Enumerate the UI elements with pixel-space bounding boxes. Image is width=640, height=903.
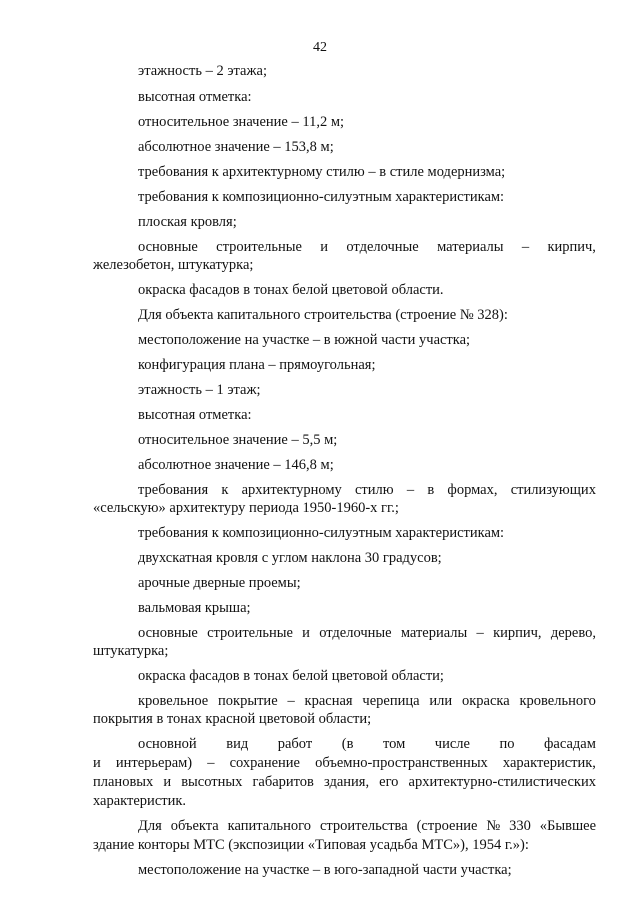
word: строительные: [216, 239, 302, 255]
word: –: [476, 625, 484, 641]
word: габаритов: [252, 774, 314, 790]
word: строительные: [207, 625, 293, 641]
word: объемно-пространственных: [315, 755, 488, 771]
word: дерево,: [550, 625, 596, 641]
word: сохранение: [229, 755, 300, 771]
page-number: 42: [313, 40, 327, 55]
text-line: окраска фасадов в тонах белой цветовой области.: [138, 282, 444, 298]
text-line: требования к архитектурному стилю – в стиле модернизма;: [138, 164, 506, 180]
text-line: относительное значение – 5,5 м;: [138, 432, 338, 448]
word: и: [320, 239, 329, 255]
word: архитектурно-стилистических: [408, 774, 596, 790]
text-line-justified: [138, 735, 596, 753]
text-line: штукатурка;: [93, 643, 169, 659]
text-line: арочные дверные проемы;: [138, 575, 301, 591]
text-line-justified: [138, 238, 596, 256]
text-line: плоская кровля;: [138, 214, 237, 230]
text-line: здание конторы МТС (экспозиции «Типовая усадьба МТС»), 1954 г.»):: [93, 837, 529, 853]
text-line: местоположение на участке – в юго-западной части участка;: [138, 862, 512, 878]
word: кровельное: [138, 693, 209, 709]
word: (строение: [416, 818, 478, 834]
text-line: требования к композиционно-силуэтным характеристикам:: [138, 189, 505, 205]
word: интерьерам): [115, 755, 193, 771]
word: формах,: [447, 482, 498, 498]
word: том: [382, 736, 406, 752]
text-line: абсолютное значение – 153,8 м;: [138, 139, 334, 155]
text-line: требования к композиционно-силуэтным характеристикам:: [138, 525, 505, 541]
word: капитального: [227, 818, 312, 834]
text-line: «сельскую» архитектуру периода 1950-1960-х гг.;: [93, 500, 399, 516]
text-line: относительное значение – 11,2 м;: [138, 114, 345, 130]
word: красная: [304, 693, 353, 709]
word: и: [163, 774, 172, 790]
word: высотных: [181, 774, 243, 790]
text-line: высотная отметка:: [138, 407, 252, 423]
word: стилизующих: [510, 482, 596, 498]
text-line: покрытия в тонах красной цветовой области;: [93, 711, 372, 727]
word: 330: [509, 818, 531, 834]
text-line-justified: [138, 817, 596, 835]
word: строительства: [319, 818, 408, 834]
text-line: двухскатная кровля с углом наклона 30 градусов;: [138, 550, 442, 566]
word: объекта: [170, 818, 219, 834]
text-line: местоположение на участке – в южной части участка;: [138, 332, 471, 348]
text-line-justified: [138, 692, 596, 710]
word: Для: [138, 818, 162, 834]
word: его: [379, 774, 399, 790]
word: –: [406, 482, 415, 498]
word: фасадам: [544, 736, 596, 752]
word: отделочные: [319, 625, 392, 641]
word: отделочные: [346, 239, 419, 255]
word: числе: [434, 736, 470, 752]
text-line: этажность – 1 этаж;: [138, 382, 261, 398]
word: характеристик,: [502, 755, 596, 771]
word: и: [302, 625, 310, 641]
word: в: [427, 482, 435, 498]
word: №: [486, 818, 501, 834]
word: материалы: [437, 239, 504, 255]
word: и: [93, 755, 101, 771]
text-line: Для объекта капитального строительства (строение № 328):: [138, 307, 508, 323]
text-line-justified: [138, 624, 596, 642]
word: работ: [277, 736, 313, 752]
word: покрытие: [218, 693, 278, 709]
text-line-justified: [93, 773, 596, 791]
word: архитектурному: [241, 482, 342, 498]
word: кровельного: [519, 693, 596, 709]
word: основные: [138, 239, 198, 255]
text-line: характеристик.: [93, 793, 187, 809]
word: здания,: [323, 774, 370, 790]
text-line: абсолютное значение – 146,8 м;: [138, 457, 334, 473]
word: «Бывшее: [539, 818, 596, 834]
word: требования: [138, 482, 209, 498]
word: материалы: [400, 625, 468, 641]
word: –: [207, 755, 215, 771]
text-line-justified: [93, 754, 596, 772]
word: –: [521, 239, 530, 255]
word: окраска: [461, 693, 510, 709]
word: к: [221, 482, 229, 498]
word: кирпич,: [547, 239, 596, 255]
word: плановых: [93, 774, 154, 790]
word: или: [429, 693, 453, 709]
text-line-justified: [138, 481, 596, 499]
word: кирпич,: [493, 625, 542, 641]
text-line: вальмовая крыша;: [138, 600, 251, 616]
text-line: высотная отметка:: [138, 89, 252, 105]
word: стилю: [355, 482, 394, 498]
text-line: этажность – 2 этажа;: [138, 63, 267, 79]
word: черепица: [362, 693, 420, 709]
word: основные: [138, 625, 198, 641]
text-line: окраска фасадов в тонах белой цветовой области;: [138, 668, 444, 684]
word: (в: [341, 736, 354, 752]
word: –: [287, 693, 295, 709]
text-line: конфигурация плана – прямоугольная;: [138, 357, 376, 373]
word: основной: [138, 736, 197, 752]
text-line: железобетон, штукатурка;: [93, 257, 254, 273]
word: вид: [226, 736, 249, 752]
word: по: [499, 736, 515, 752]
